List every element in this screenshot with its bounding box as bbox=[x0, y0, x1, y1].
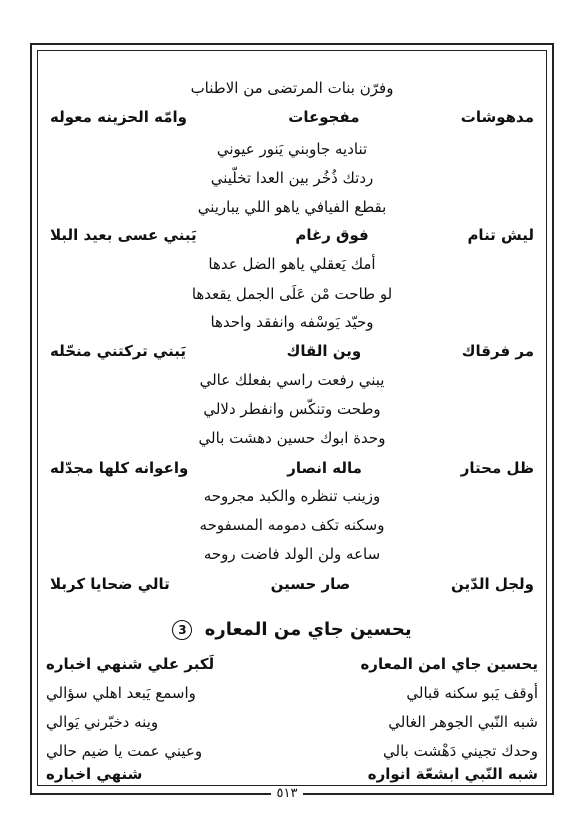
section-number-badge: 3 bbox=[172, 620, 192, 640]
chorus-line bbox=[44, 572, 540, 596]
chorus-line bbox=[44, 456, 540, 480]
couplet-line bbox=[44, 652, 540, 676]
chorus-part: وين القاك bbox=[286, 342, 362, 360]
chorus-part: ولجل الدّين bbox=[451, 575, 534, 593]
verse-line: ساعه ولن الولد فاضت روحه bbox=[203, 545, 381, 563]
couplet-right: أوقف يَبو سكنه قبالي bbox=[406, 684, 538, 702]
chorus-part: واعوانه كلها مجدّله bbox=[50, 459, 189, 477]
verse-line: يبني رفعت راسي بفعلك عالي bbox=[199, 371, 385, 389]
couplet-left: لَكبر علي شنهي اخباره bbox=[46, 655, 215, 673]
verse-line: وحدة ابوك حسين دهشت بالي bbox=[198, 429, 386, 447]
couplet-right: يحسين جاي امن المعاره bbox=[360, 655, 538, 673]
chorus-part: يَبني عسى بعيد البلا bbox=[50, 226, 197, 244]
section-title bbox=[44, 616, 540, 644]
chorus-line bbox=[44, 339, 540, 363]
page-number bbox=[0, 786, 574, 801]
chorus-line bbox=[44, 223, 540, 247]
couplet-line bbox=[44, 710, 540, 734]
verse-line: وسكنه تكف دمومه المسفوحه bbox=[199, 516, 385, 534]
couplet-left: واسمع يَبعد اهلي سؤالي bbox=[46, 684, 196, 702]
verse-line: وحيّد يَوسْفه وانفقد واحدها bbox=[210, 313, 374, 331]
chorus-part: ظل محتار bbox=[460, 459, 534, 477]
chorus-part: يَبني تركتني منحّله bbox=[50, 342, 187, 360]
verse-line: وطحت وتنكّس وانفطر دلالي bbox=[203, 400, 381, 418]
chorus-part: وامّه الحزينه معوله bbox=[50, 108, 187, 126]
verse-line: وفرّن بنات المرتضى من الاطناب bbox=[190, 79, 394, 97]
chorus-part: مفجوعات bbox=[288, 108, 360, 126]
page-number-text: ٥١٣ bbox=[271, 786, 304, 801]
chorus-part: فوق رغام bbox=[295, 226, 369, 244]
chorus-part: ماله انصار bbox=[287, 459, 362, 477]
chorus-part: مدهوشات bbox=[460, 108, 534, 126]
verse-line: ردتك ذُخُر بين العدا تخلّيني bbox=[210, 169, 374, 187]
couplet-right: شبه النّبي ابشعّة انواره bbox=[367, 765, 538, 783]
verse-line: لو طاحت مْن عَلَى الجمل يقعدها bbox=[191, 285, 393, 303]
chorus-part: تالي ضحايا كربلا bbox=[50, 575, 170, 593]
section-title-text: يحسين جاي من المعاره bbox=[204, 619, 412, 640]
verse-line: وزينب تنظره والكبد مجروحه bbox=[203, 487, 381, 505]
verse-line: تناديه جاوبني يَنور عيوني bbox=[216, 140, 368, 158]
couplet-left: شنهي اخباره bbox=[46, 765, 143, 783]
verse-line: بقطع الفيافي ياهو اللي يباريني bbox=[197, 198, 387, 216]
couplet-line bbox=[44, 681, 540, 705]
chorus-line bbox=[44, 105, 540, 129]
couplet-line bbox=[44, 739, 540, 763]
couplet-line bbox=[44, 762, 540, 786]
couplet-left: وعيني عمت يا ضيم حالي bbox=[46, 742, 203, 760]
chorus-part: ليش تنام bbox=[467, 226, 534, 244]
couplet-right: شبه النّبي الجوهر الغالي bbox=[388, 713, 538, 731]
couplet-left: وينه دخبّرني يَوالي bbox=[46, 713, 159, 731]
chorus-part: مر فرقاك bbox=[461, 342, 534, 360]
verse-line: أمك يَعقلي ياهو الضل عدها bbox=[208, 255, 376, 273]
couplet-right: وحدك تجيني دَهْشت بالي bbox=[383, 742, 538, 760]
poem-page bbox=[44, 54, 540, 784]
chorus-part: صار حسين bbox=[270, 575, 351, 593]
